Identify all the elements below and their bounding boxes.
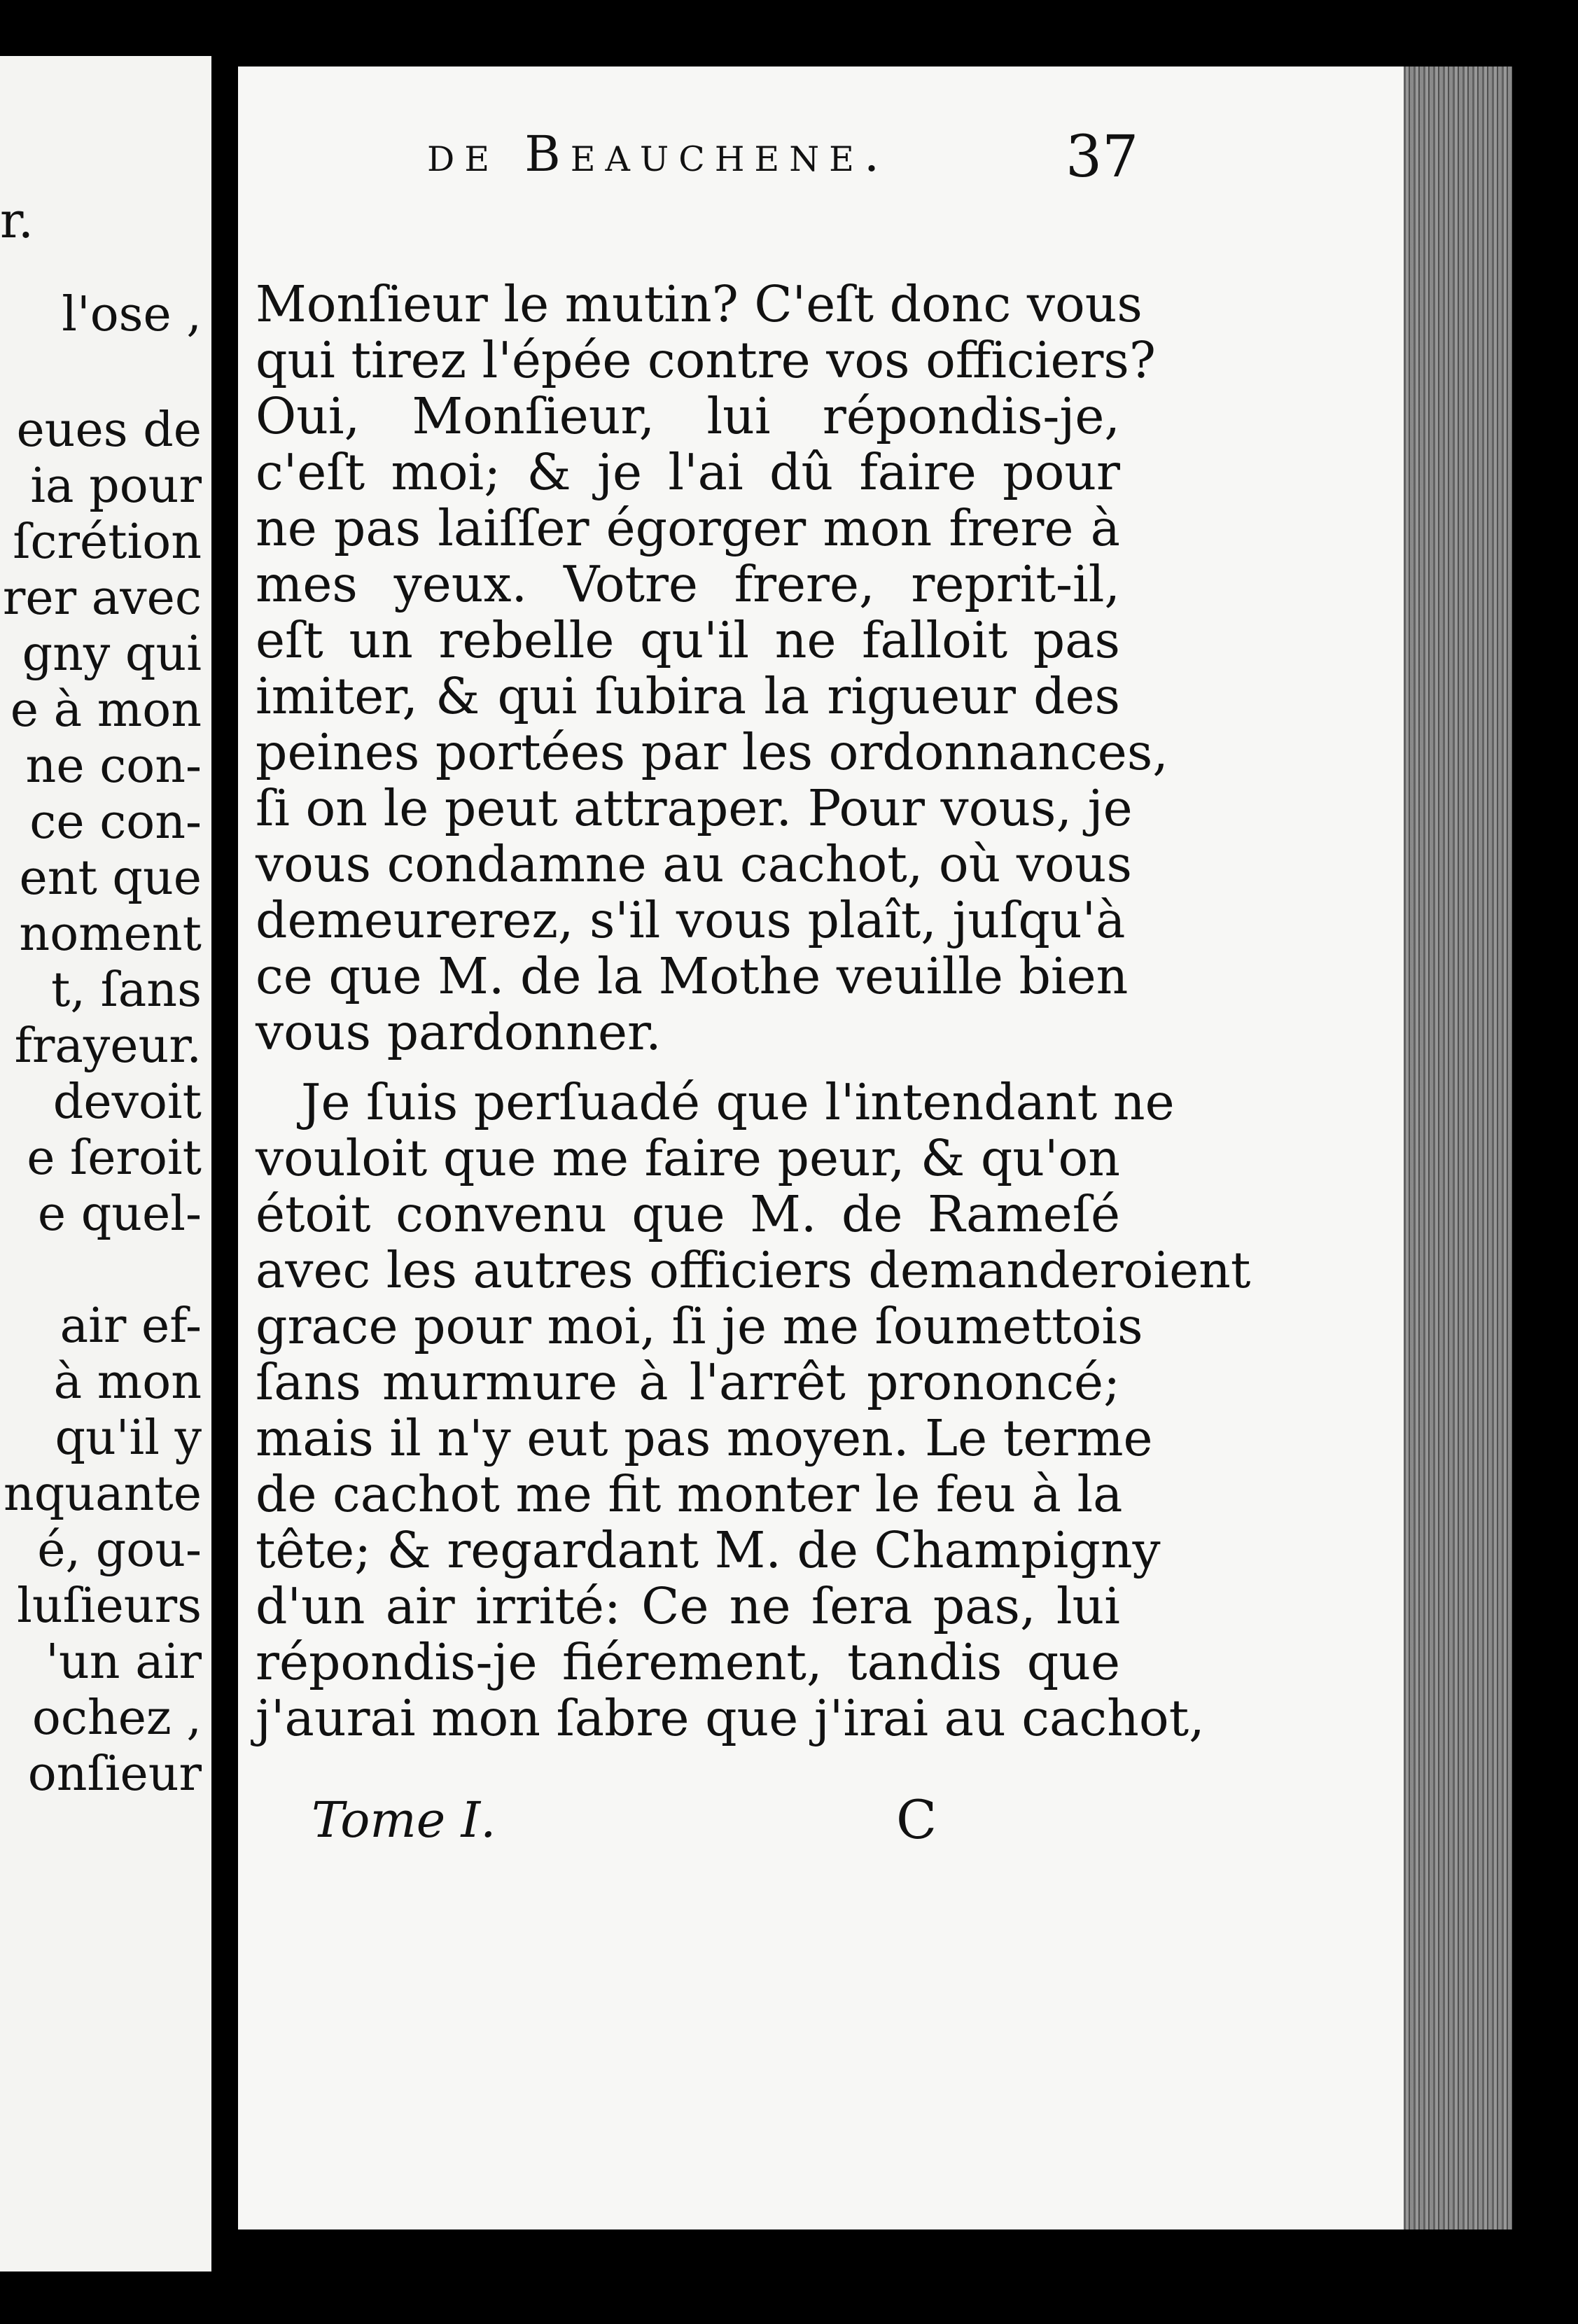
text-line: t, ſans (51, 962, 202, 1018)
text-line: Je ſuis perſuadé que l'intendant ne (301, 1073, 1175, 1131)
text-line: e ſeroit (27, 1130, 202, 1186)
previous-page-running-head: r. (0, 192, 34, 249)
text-line: grace pour moi, ſi je me ſoumettois (256, 1297, 1143, 1355)
text-line: c'eſt moi; & je l'ai dû faire pour (256, 443, 1120, 501)
page-number: 37 (1066, 124, 1139, 190)
text-line: mais il n'y eut pas moyen. Le terme (256, 1409, 1153, 1467)
text-line: ſans murmure à l'arrêt prononcé; (256, 1353, 1120, 1411)
text-line: ſi on le peut attraper. Pour vous, je (256, 779, 1133, 837)
text-line: demeurerez, s'il vous plaît, juſqu'à (256, 891, 1126, 949)
text-line: devoit (53, 1074, 202, 1130)
text-line: ent que (19, 850, 202, 906)
text-line: Monſieur le mutin? C'eſt donc vous (256, 275, 1143, 333)
text-line: frayeur. (14, 1018, 202, 1074)
text-line: imiter, & qui ſubira la rigueur des (256, 667, 1120, 725)
text-line: gny qui (22, 626, 202, 682)
text-line: onſieur (27, 1746, 202, 1802)
running-head: de Beauchene. (427, 125, 890, 183)
volume-footer: Tome I. (312, 1791, 496, 1849)
text-line: d'un air irrité: Ce ne ſera pas, lui (256, 1577, 1120, 1635)
text-line: ia pour (30, 458, 202, 514)
text-line: 'un air (46, 1634, 202, 1690)
text-line: rer avec (2, 570, 202, 626)
text-line: e à mon (10, 682, 202, 738)
text-line: noment (19, 906, 202, 962)
text-line: Oui, Monſieur, lui répondis-je, (256, 387, 1120, 445)
text-line: vous pardonner. (256, 1003, 662, 1061)
text-line: j'aurai mon ſabre que j'irai au cachot, (256, 1689, 1205, 1747)
page-edge-stack (1404, 66, 1512, 2230)
text-line: vous condamne au cachot, où vous (256, 835, 1132, 893)
text-line: é, gou- (37, 1522, 202, 1578)
text-line: luſieurs (17, 1578, 202, 1634)
text-line: tête; & regardant M. de Champigny (256, 1521, 1161, 1579)
text-line: e quel- (37, 1186, 202, 1242)
text-line: peines portées par les ordonnances, (256, 723, 1168, 781)
signature-mark: C (896, 1788, 937, 1851)
text-line: ſcrétion (13, 514, 202, 570)
text-line: ce con- (29, 794, 202, 850)
text-line: à mon (53, 1354, 202, 1410)
text-line: mes yeux. Votre frere, reprit-il, (256, 555, 1120, 613)
text-line: ce que M. de la Mothe veuille bien (256, 947, 1129, 1005)
text-line: ochez , (32, 1690, 202, 1746)
text-line: l'ose , (62, 287, 202, 342)
text-line: air ef- (60, 1298, 202, 1354)
text-line: ne con- (25, 738, 202, 794)
text-line: répondis-je fiérement, tandis que (256, 1633, 1120, 1691)
text-line: de cachot me fit monter le feu à la (256, 1465, 1123, 1523)
text-line: ne pas laiſſer égorger mon frere à (256, 499, 1120, 557)
text-line: eſt un rebelle qu'il ne falloit pas (256, 611, 1120, 669)
previous-page (0, 56, 211, 2272)
text-line: vouloit que me faire peur, & qu'on (256, 1129, 1120, 1187)
text-line: qu'il y (55, 1410, 202, 1466)
text-line: qui tirez l'épée contre vos officiers? (256, 331, 1156, 389)
text-line: nquante (3, 1466, 202, 1522)
text-line: eues de (16, 402, 202, 458)
text-line: étoit convenu que M. de Rameſé (256, 1185, 1120, 1243)
text-line: avec les autres officiers demanderoient (256, 1241, 1251, 1299)
